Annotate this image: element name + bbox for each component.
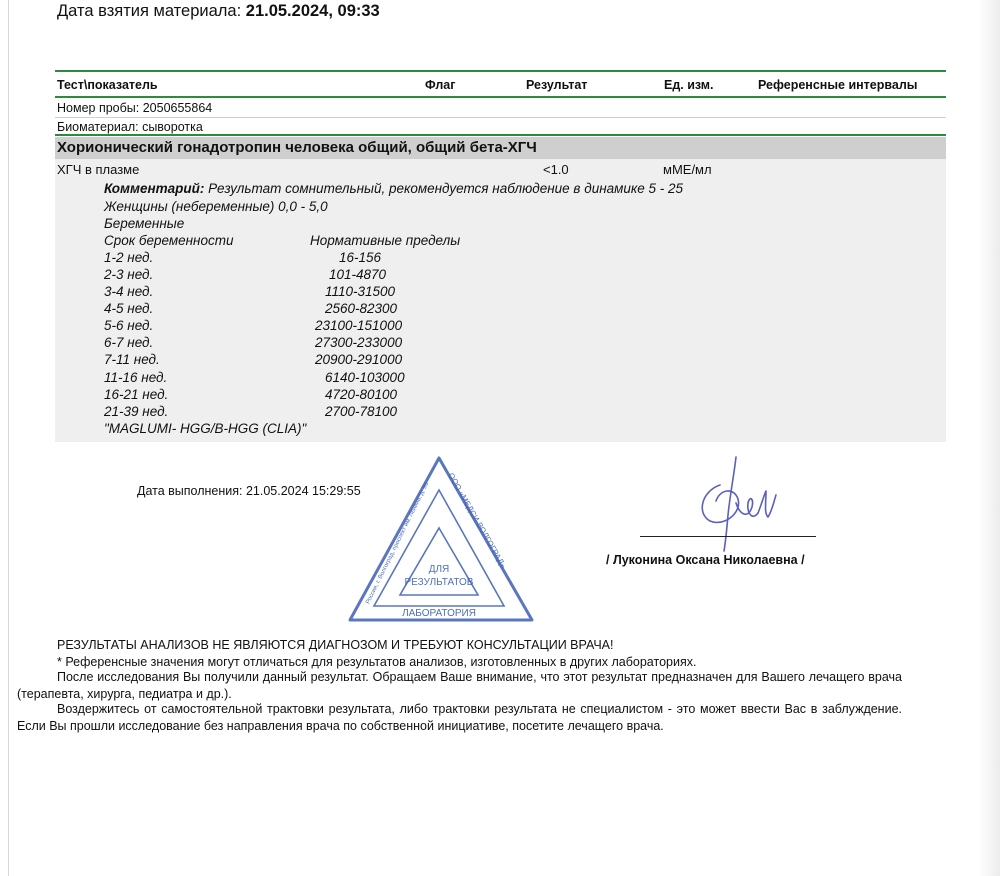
- sample-date-value: 21.05.2024, 09:33: [245, 2, 380, 20]
- method-name: "MAGLUMI- HGG/B-HGG (CLIA)": [104, 421, 307, 436]
- stamp-line2: РЕЗУЛЬТАТОВ: [404, 577, 474, 588]
- page-left-edge: [8, 0, 9, 876]
- biomaterial: Биоматериал: сыворотка: [57, 120, 203, 134]
- disclaimer-paragraph-1: После исследования Вы получили данный результат. Обращаем Ваше внимание, что этот результат предназначен для Вашего лечащего врача (терапевта, хирурга, педиатра и др.).: [17, 670, 902, 701]
- term-label: 4-5 нед.: [104, 301, 154, 316]
- pregnant-label: Беременные: [104, 216, 185, 231]
- table-top-rule: [55, 70, 946, 72]
- col-header-flag: Флаг: [425, 78, 456, 92]
- disclaimer-title: РЕЗУЛЬТАТЫ АНАЛИЗОВ НЕ ЯВЛЯЮТСЯ ДИАГНОЗОМ И ТРЕБУЮТ КОНСУЛЬТАЦИИ ВРАЧА!: [57, 638, 614, 652]
- sample-number: Номер пробы: 2050655864: [57, 101, 213, 115]
- term-range: 101-4870: [329, 267, 387, 282]
- col-header-test: Тест\показатель: [57, 78, 158, 92]
- term-header: Срок беременности: [104, 233, 234, 248]
- term-range: 23100-151000: [315, 318, 403, 333]
- limits-header: Нормативные пределы: [310, 233, 461, 248]
- table-header-rule: [55, 96, 946, 98]
- test-name: ХГЧ в плазме: [57, 162, 140, 177]
- completion-date: Дата выполнения: 21.05.2024 15:29:55: [137, 484, 361, 498]
- panel-header: [55, 137, 946, 159]
- signer-name: / Луконина Оксана Николаевна /: [606, 553, 805, 567]
- term-label: 3-4 нед.: [104, 284, 154, 299]
- col-header-reference: Референсные интервалы: [758, 78, 918, 92]
- term-label: 5-6 нед.: [104, 318, 154, 333]
- signature-image: [690, 455, 780, 555]
- row-separator: [55, 117, 946, 118]
- panel-title: Хорионический гонадотропин человека общий, общий бета-ХГЧ: [57, 139, 537, 156]
- term-label: 7-11 нед.: [104, 352, 160, 367]
- term-range: 20900-291000: [315, 352, 403, 367]
- stamp-line1: ДЛЯ: [428, 564, 450, 575]
- panel-top-rule: [55, 134, 946, 136]
- women-nonpregnant: Женщины (небеременные) 0,0 - 5,0: [104, 199, 328, 214]
- comment-text: Результат сомнительный, рекомендуется наблюдение в динамике 5 - 25: [204, 181, 684, 196]
- sample-date-label: Дата взятия материала:: [57, 2, 242, 20]
- term-range: 2560-82300: [325, 301, 398, 316]
- test-unit: мМЕ/мл: [663, 162, 712, 177]
- term-label: 6-7 нед.: [104, 335, 154, 350]
- disclaimer-note: * Референсные значения могут отличаться для результатов анализов, изготовленных в других лабораториях.: [57, 655, 697, 669]
- test-result: <1.0: [543, 162, 569, 177]
- term-range: 1110-31500: [325, 284, 396, 299]
- term-label: 16-21 нед.: [104, 387, 169, 402]
- disclaimer-paragraph-2: Воздержитесь от самостоятельной трактовки результата, либо трактовки результата не специалистом - это может ввести Вас в заблуждение. Если Вы прошли исследование без направления врача по собственной инициативе, посетите лечащего врача.: [17, 702, 902, 733]
- stamp-bottom: ЛАБОРАТОРИЯ: [402, 608, 476, 619]
- sample-date-line: [57, 2, 380, 21]
- comment-line: [104, 181, 683, 196]
- col-header-result: Результат: [526, 78, 588, 92]
- laboratory-stamp: [346, 454, 536, 626]
- stamp-left-edge: Россия, г. Волгоград, проспект им. Ленина, д. 96: [365, 481, 431, 606]
- col-header-unit: Ед. изм.: [664, 78, 714, 92]
- term-range: 4720-80100: [325, 387, 398, 402]
- term-label: 2-3 нед.: [104, 267, 154, 282]
- stamp-right-edge: ООО «МЕДСИ-ВОЛГОГРАД»: [446, 471, 508, 570]
- term-label: 21-39 нед.: [104, 404, 169, 419]
- signature-line: [640, 536, 816, 537]
- page-right-shadow: [978, 0, 1000, 876]
- term-range: 16-156: [339, 250, 382, 265]
- comment-label: Комментарий:: [104, 181, 205, 196]
- term-range: 6140-103000: [325, 370, 405, 385]
- term-label: 11-16 нед.: [104, 370, 168, 385]
- term-range: 27300-233000: [315, 335, 403, 350]
- term-range: 2700-78100: [325, 404, 398, 419]
- term-label: 1-2 нед.: [104, 250, 154, 265]
